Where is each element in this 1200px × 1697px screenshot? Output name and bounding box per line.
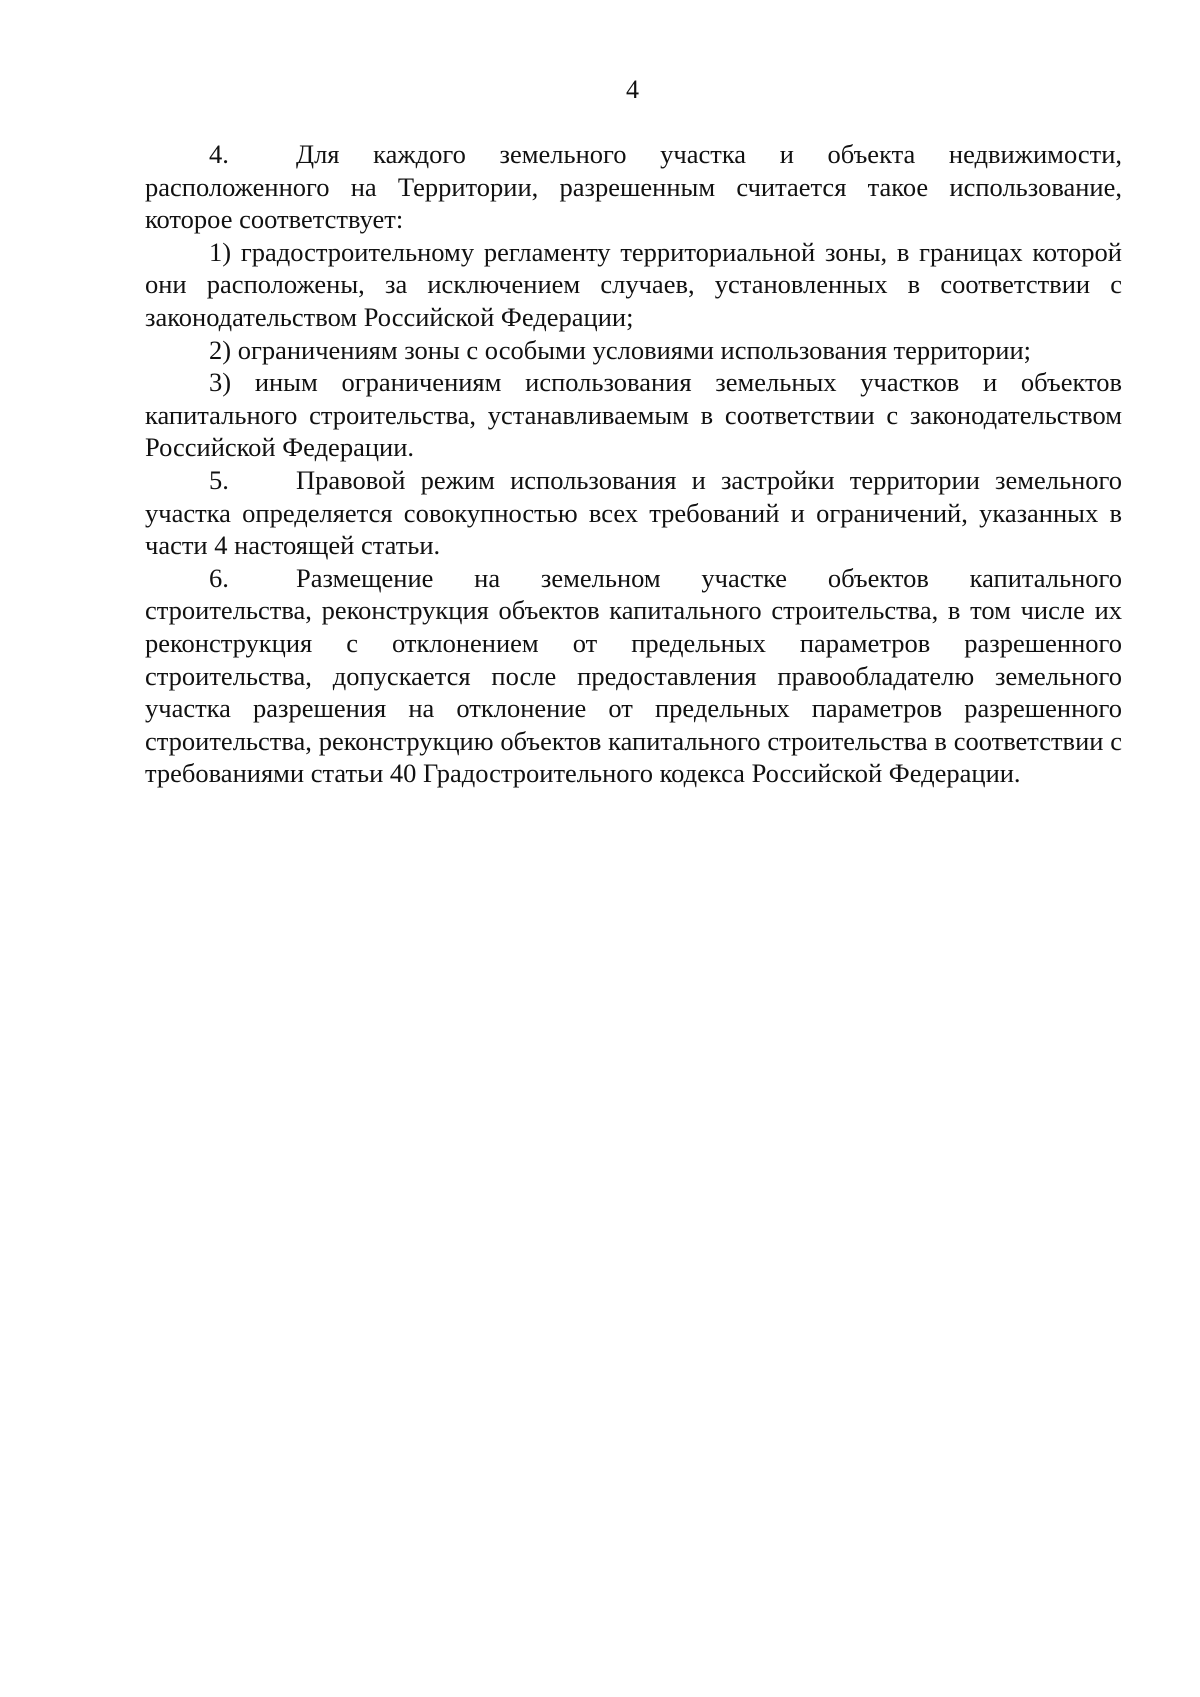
page-number: 4: [626, 75, 639, 104]
document-body: [145, 138, 1122, 790]
paragraph-6: [145, 562, 1122, 790]
list-item-1: [145, 236, 1122, 334]
list-item-text: 1) градостроительному регламенту территориальной зоны, в границах которой они расположены, за исключением случаев, установленных в соответствии с законодательством Российской Федерации;: [145, 236, 1122, 332]
list-item-text: 3) иным ограничениям использования земельных участков и объектов капитального строительства, устанавливаемым в соответствии с законодательством Российской Федерации.: [145, 367, 1122, 463]
paragraph-text: Правовой режим использования и застройки территории земельного участка определяется совокупностью всех требований и ограничений, указанных в части 4 настоящей статьи.: [145, 464, 1122, 561]
paragraph-text: Размещение на земельном участке объектов капитального строительства, реконструкция объектов капитального строительства, в том числе их реконструкция с отклонением от предельных параметров разрешенного строительства, допускается после предоставления правообладателю земельного участка разрешения на отклонение от предельных параметров разрешенного строительства, реконструкцию объектов капитального строительства в соответствии с требованиями статьи 40 Градостроительного кодекса Российской Федерации.: [145, 562, 1122, 789]
list-item-text: 2) ограничениям зоны с особыми условиями использования территории;: [209, 334, 1032, 365]
paragraph-4: [145, 138, 1122, 236]
paragraph-number: 6.: [209, 562, 229, 593]
paragraph-number: 5.: [209, 464, 229, 495]
paragraph-text: Для каждого земельного участка и объекта недвижимости, расположенного на Территории, разрешенным считается такое использование, которое соответствует:: [145, 139, 1122, 235]
list-item-2: [145, 334, 1122, 367]
paragraph-number: 4.: [209, 139, 229, 169]
list-item-3: [145, 366, 1122, 464]
paragraph-5: [145, 464, 1122, 562]
